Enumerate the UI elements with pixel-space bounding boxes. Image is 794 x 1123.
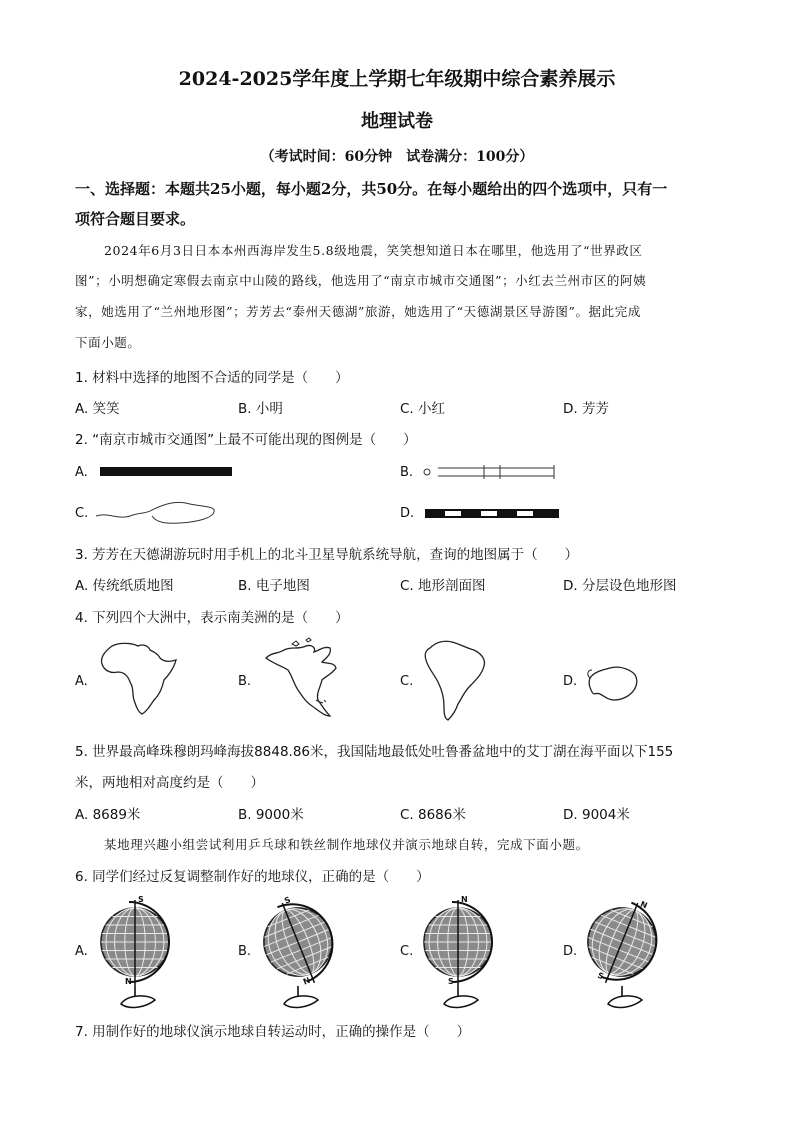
q5-stem-line2: 米，两地相对高度约是（ ） [75,775,264,791]
q6-label-a[interactable]: A. [75,944,88,959]
q4-label-a[interactable]: A. [75,674,88,689]
africa-outline-icon [98,640,180,718]
q2-label-d[interactable]: D. [400,506,415,521]
q1-stem: 1. 材料中选择的地图不合适的同学是（ ） [75,370,349,386]
section-heading-line1: 一、选择题：本题共25小题，每小题2分，共50分。在每小题给出的四个选项中，只有一 [75,180,668,198]
q3-option-a[interactable]: A. 传统纸质地图 [75,578,174,594]
q5-option-c[interactable]: C. 8686米 [400,807,466,823]
q1-option-a[interactable]: A. 笑笑 [75,401,120,417]
q5-option-a[interactable]: A. 8689米 [75,807,141,823]
q6-label-b[interactable]: B. [238,944,252,959]
globe-bottom-pole-label: S [596,970,605,982]
south-america-outline-icon [422,636,492,722]
q3-stem: 3. 芳芳在天德湖游玩时用手机上的北斗卫星导航系统导航，查询的地图属于（ ） [75,547,579,563]
q3-option-b[interactable]: B. 电子地图 [238,578,310,594]
q4-label-c[interactable]: C. [400,674,414,689]
section-heading-line2: 项符合题目要求。 [75,210,196,228]
q4-label-b[interactable]: B. [238,674,252,689]
passage1-line3: 家，她选用了“兰州地形图”；芳芳去“泰州天德湖”旅游，她选用了“天德湖景区导游图”。据此完成 [75,304,641,319]
passage2: 某地理兴趣小组尝试利用乒乓球和铁丝制作地球仪并演示地球自转，完成下面小题。 [104,837,589,852]
globe-d-icon [580,896,670,1006]
north-america-outline-icon [262,636,342,720]
q5-option-b[interactable]: B. 9000米 [238,807,304,823]
q2-label-a[interactable]: A. [75,465,88,480]
q2-label-b[interactable]: B. [400,465,414,480]
q3-option-c[interactable]: C. 地形剖面图 [400,578,486,594]
legend-a-thick-line-icon [96,466,236,480]
globe-bottom-pole-label: S [448,977,454,986]
exam-info: （考试时间：60分钟 试卷满分：100分） [260,149,534,165]
passage1-line2: 图”；小明想确定寒假去南京中山陵的路线，他选用了“南京市城市交通图”；小红去兰州市区的阿姨 [75,273,647,288]
q6-stem: 6. 同学们经过反复调整制作好的地球仪，正确的是（ ） [75,869,430,885]
q7-stem: 7. 用制作好的地球仪演示地球自转运动时，正确的操作是（ ） [75,1024,471,1040]
q2-stem: 2. “南京市城市交通图”上最不可能出现的图例是（ ） [75,432,417,448]
globe-top-pole-label: S [138,895,144,904]
exam-title: 2024-2025学年度上学期七年级期中综合素养展示 [178,68,616,90]
globe-bottom-pole-label: N [301,975,312,987]
q6-label-d[interactable]: D. [563,944,578,959]
q4-stem: 4. 下列四个大洲中，表示南美洲的是（ ） [75,610,349,626]
q4-label-d[interactable]: D. [563,674,578,689]
legend-d-railway-icon [423,507,563,521]
passage1-line1: 2024年6月3日日本本州西海岸发生5.8级地震，笑笑想知道日本在哪里，他选用了“世界政区 [104,243,643,258]
globe-top-pole-label: S [283,895,292,906]
q3-option-d[interactable]: D. 分层设色地形图 [563,578,677,594]
globe-c-icon [416,896,506,1006]
q1-option-b[interactable]: B. 小明 [238,401,283,417]
globe-top-pole-label: N [461,895,468,904]
q5-stem-line1: 5. 世界最高峰珠穆朗玛峰海拔8848.86米，我国陆地最低处吐鲁番盆地中的艾丁湖在海平面以下155 [75,744,674,760]
q1-option-d[interactable]: D. 芳芳 [563,401,609,417]
q1-option-c[interactable]: C. 小红 [400,401,446,417]
q6-label-c[interactable]: C. [400,944,414,959]
globe-a-icon [93,896,183,1006]
legend-b-railway-icon [420,463,560,481]
legend-c-lake-outline-icon [94,498,224,528]
globe-top-pole-label: N [639,899,649,911]
passage1-line4: 下面小题。 [75,335,141,350]
antarctica-outline-icon [584,660,640,704]
q5-option-d[interactable]: D. 9004米 [563,807,630,823]
globe-bottom-pole-label: N [125,977,132,986]
q2-label-c[interactable]: C. [75,506,89,521]
subject-title: 地理试卷 [361,111,433,132]
globe-b-icon [256,896,346,1006]
